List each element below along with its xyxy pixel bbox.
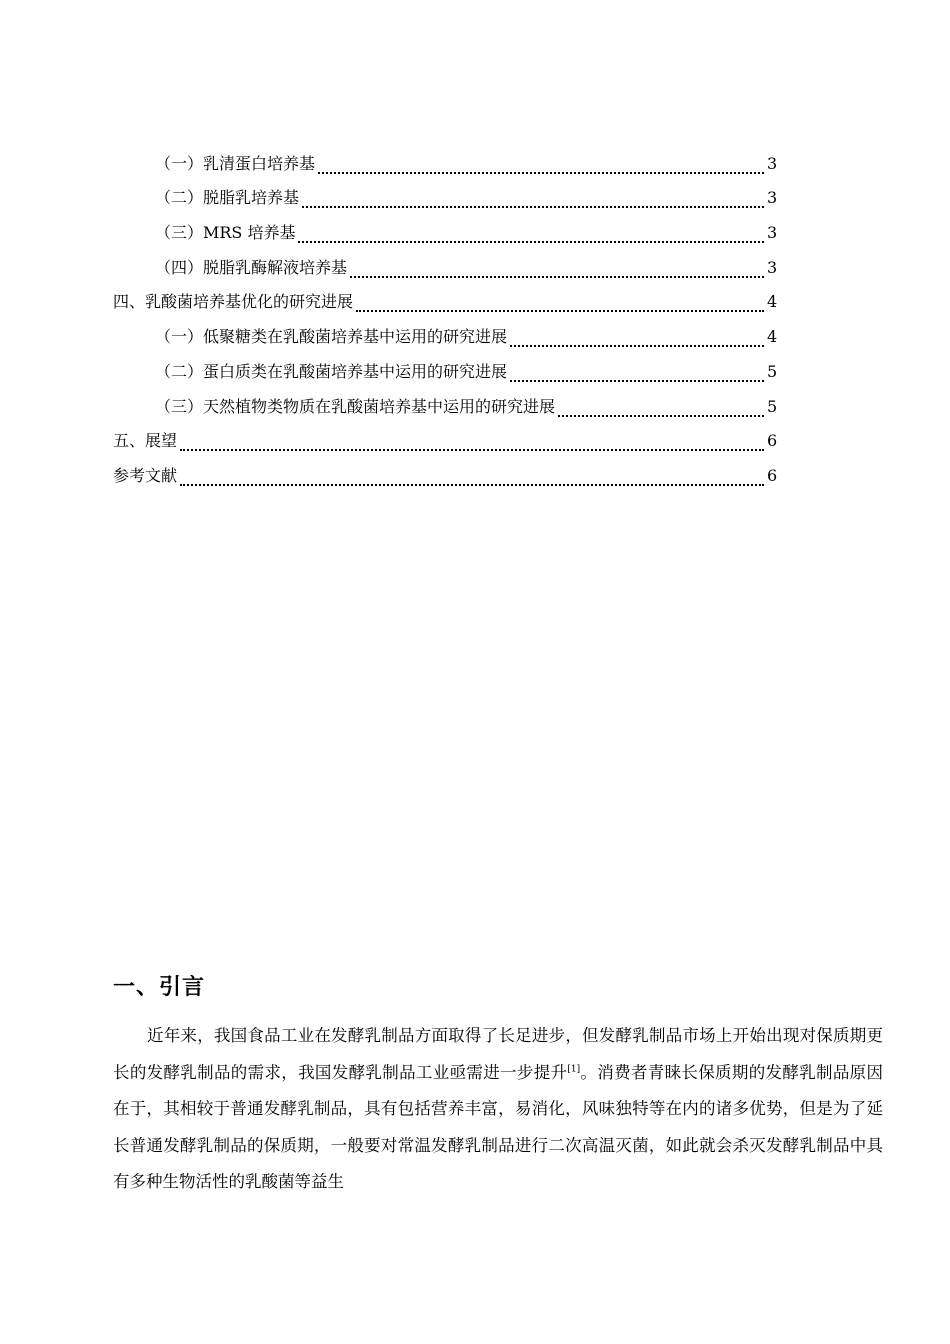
toc-entry-title: （三）天然植物类物质在乳酸菌培养基中运用的研究进展 xyxy=(155,396,556,416)
toc-entry-title: 四、乳酸菌培养基优化的研究进展 xyxy=(113,292,354,312)
toc-page-number: 5 xyxy=(767,361,778,381)
toc-entry-title: 五、展望 xyxy=(113,431,178,451)
toc-page-number: 6 xyxy=(767,431,778,451)
toc-entry-title: （二）脱脂乳培养基 xyxy=(155,188,300,208)
toc-leader-dots xyxy=(302,192,764,208)
toc-entry-title: （一）乳清蛋白培养基 xyxy=(155,153,316,173)
toc-leader-dots xyxy=(350,262,764,278)
citation-reference[interactable]: [1] xyxy=(567,1064,581,1074)
toc-entry-title: （三）MRS 培养基 xyxy=(155,223,296,243)
toc-entry[interactable] xyxy=(113,139,777,174)
toc-leader-dots xyxy=(510,366,764,382)
toc-page-number: 3 xyxy=(767,153,778,173)
toc-leader-dots xyxy=(356,296,764,312)
table-of-contents xyxy=(113,139,777,486)
section-heading: 一、引言 xyxy=(113,975,206,1000)
toc-entry[interactable] xyxy=(113,451,777,486)
toc-leader-dots xyxy=(180,470,764,486)
toc-entry[interactable] xyxy=(113,417,777,452)
paragraph-text: 近年来，我国食品工业在发酵乳制品方面取得了长足进步，但发酵乳制品市场上开始出现对保质期更长的发酵乳制品的需求，我国发酵乳制品工业亟需进一步提升 xyxy=(113,1026,883,1082)
toc-entry[interactable] xyxy=(113,243,777,278)
toc-entry[interactable] xyxy=(113,382,777,417)
toc-page-number: 5 xyxy=(767,396,778,416)
toc-page-number: 4 xyxy=(767,327,778,347)
toc-entry[interactable] xyxy=(113,208,777,243)
toc-entry-title: （二）蛋白质类在乳酸菌培养基中运用的研究进展 xyxy=(155,361,508,381)
toc-entry-title: 参考文献 xyxy=(113,465,178,485)
toc-entry-title: （一）低聚糖类在乳酸菌培养基中运用的研究进展 xyxy=(155,327,508,347)
toc-leader-dots xyxy=(318,158,764,174)
paragraph-text: 。消费者青睐长保质期的发酵乳制品原因在于，其相较于普通发酵乳制品，具有包括营养丰富，易消化，风味独特等在内的诸多优势，但是为了延长普通发酵乳制品的保质期，一般要对常温发酵乳制品进行二次高温灭菌，如此就会杀灭发酵乳制品中具有多种生物活性的乳酸菌等益生 xyxy=(113,1062,884,1191)
toc-page-number: 4 xyxy=(767,292,778,312)
toc-entry-title: （四）脱脂乳酶解液培养基 xyxy=(155,257,348,277)
toc-entry[interactable] xyxy=(113,312,777,347)
toc-leader-dots xyxy=(510,331,764,347)
toc-entry[interactable] xyxy=(113,347,777,382)
toc-page-number: 6 xyxy=(767,465,778,485)
toc-entry[interactable] xyxy=(113,174,777,209)
toc-page-number: 3 xyxy=(767,257,778,277)
toc-page-number: 3 xyxy=(767,223,778,243)
toc-leader-dots xyxy=(298,227,764,243)
toc-page-number: 3 xyxy=(767,188,778,208)
toc-leader-dots xyxy=(558,401,764,417)
toc-entry[interactable] xyxy=(113,278,777,313)
toc-leader-dots xyxy=(180,435,764,451)
body-paragraph xyxy=(113,1018,883,1201)
